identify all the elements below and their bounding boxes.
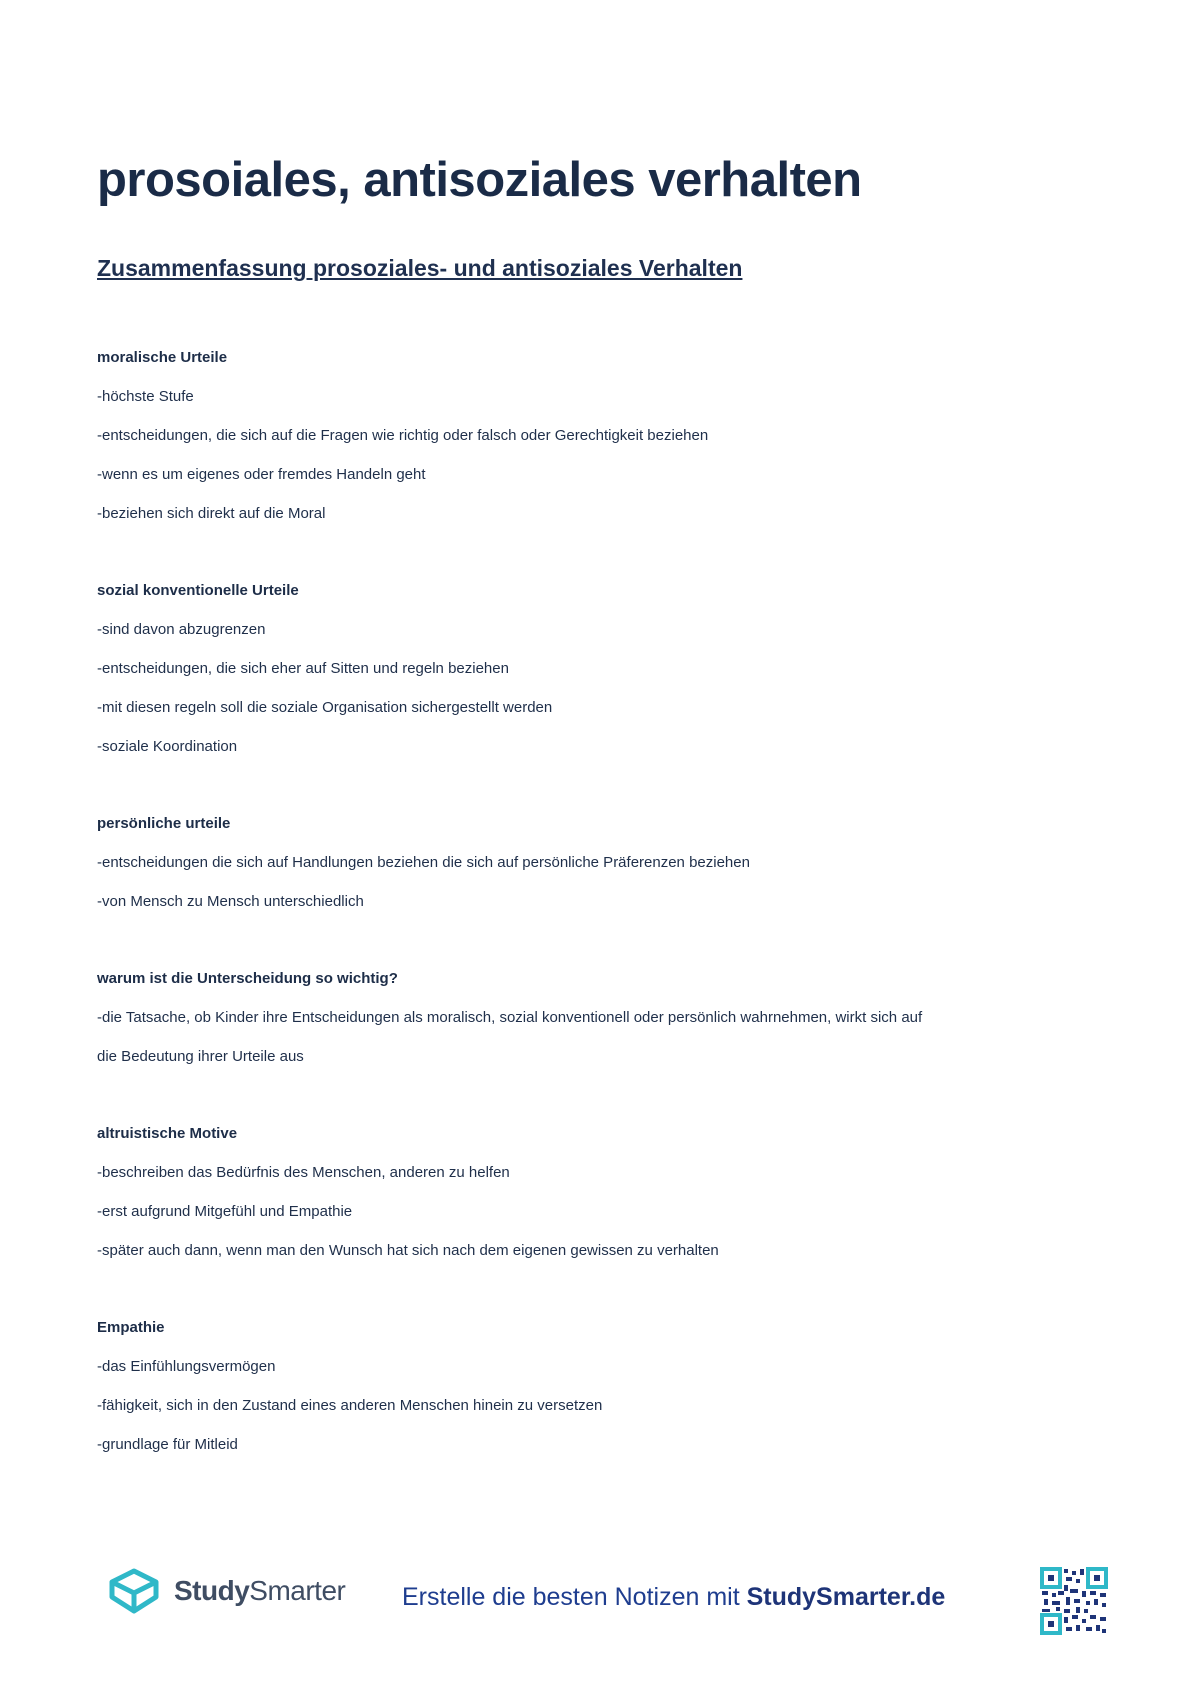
note-line: -erst aufgrund Mitgefühl und Empathie — [97, 1203, 353, 1220]
qr-code-icon[interactable] — [1040, 1567, 1108, 1635]
section-empathie — [97, 1308, 1097, 1464]
footer — [0, 1555, 1200, 1635]
document-subtitle: Zusammenfassung prosoziales- und antisoziales Verhalten — [97, 255, 743, 281]
note-line: -wenn es um eigenes oder fremdes Handeln geht — [97, 466, 426, 483]
note-line: -von Mensch zu Mensch unterschiedlich — [97, 893, 364, 910]
studysmarter-cube-icon — [106, 1567, 162, 1615]
cta-brand-link[interactable]: StudySmarter.de — [746, 1583, 946, 1611]
cta-prefix: Erstelle die besten Notizen mit — [402, 1583, 747, 1611]
note-line: -entscheidungen die sich auf Handlungen beziehen die sich auf persönliche Präferenzen beziehen — [97, 854, 750, 871]
note-line: -sind davon abzugrenzen — [97, 621, 266, 638]
note-line: -das Einfühlungsvermögen — [97, 1358, 276, 1375]
note-line: -mit diesen regeln soll die soziale Organisation sichergestellt werden — [97, 699, 553, 716]
section-heading: altruistische Motive — [97, 1125, 238, 1142]
section-unterscheidung — [97, 959, 1097, 1076]
page-title: prosoiales, antisoziales verhalten — [97, 153, 862, 207]
note-line: -beschreiben das Bedürfnis des Menschen, anderen zu helfen — [97, 1164, 510, 1181]
section-heading: persönliche urteile — [97, 815, 231, 832]
logo-wordmark-light: Smarter — [249, 1575, 346, 1606]
section-sozial-konventionelle-urteile — [97, 571, 1097, 766]
section-heading: warum ist die Unterscheidung so wichtig? — [97, 970, 398, 987]
note-line: -später auch dann, wenn man den Wunsch hat sich nach dem eigenen gewissen zu verhalten — [97, 1242, 719, 1259]
section-heading: Empathie — [97, 1319, 165, 1336]
note-line: -entscheidungen, die sich eher auf Sitten und regeln beziehen — [97, 660, 509, 677]
cta-text — [402, 1583, 945, 1612]
note-line: -fähigkeit, sich in den Zustand eines anderen Menschen hinein zu versetzen — [97, 1397, 603, 1414]
note-line: -entscheidungen, die sich auf die Fragen wie richtig oder falsch oder Gerechtigkeit beziehen — [97, 427, 709, 444]
note-line: -höchste Stufe — [97, 388, 194, 405]
studysmarter-logo[interactable] — [106, 1567, 345, 1615]
logo-wordmark-strong: Study — [174, 1575, 250, 1606]
note-line: -die Tatsache, ob Kinder ihre Entscheidungen als moralisch, sozial konventionell oder persönlich wahrnehmen, wirkt sich auf — [97, 1009, 923, 1026]
note-line: -soziale Koordination — [97, 738, 238, 755]
section-heading: moralische Urteile — [97, 349, 228, 366]
section-moralische-urteile — [97, 338, 1097, 533]
note-line: -grundlage für Mitleid — [97, 1436, 238, 1453]
logo-wordmark — [174, 1575, 345, 1607]
note-line: -beziehen sich direkt auf die Moral — [97, 505, 326, 522]
notes-body — [97, 338, 1097, 1502]
section-heading: sozial konventionelle Urteile — [97, 582, 299, 599]
section-persoenliche-urteile — [97, 804, 1097, 921]
note-line: die Bedeutung ihrer Urteile aus — [97, 1048, 304, 1065]
section-altruistische-motive — [97, 1114, 1097, 1270]
